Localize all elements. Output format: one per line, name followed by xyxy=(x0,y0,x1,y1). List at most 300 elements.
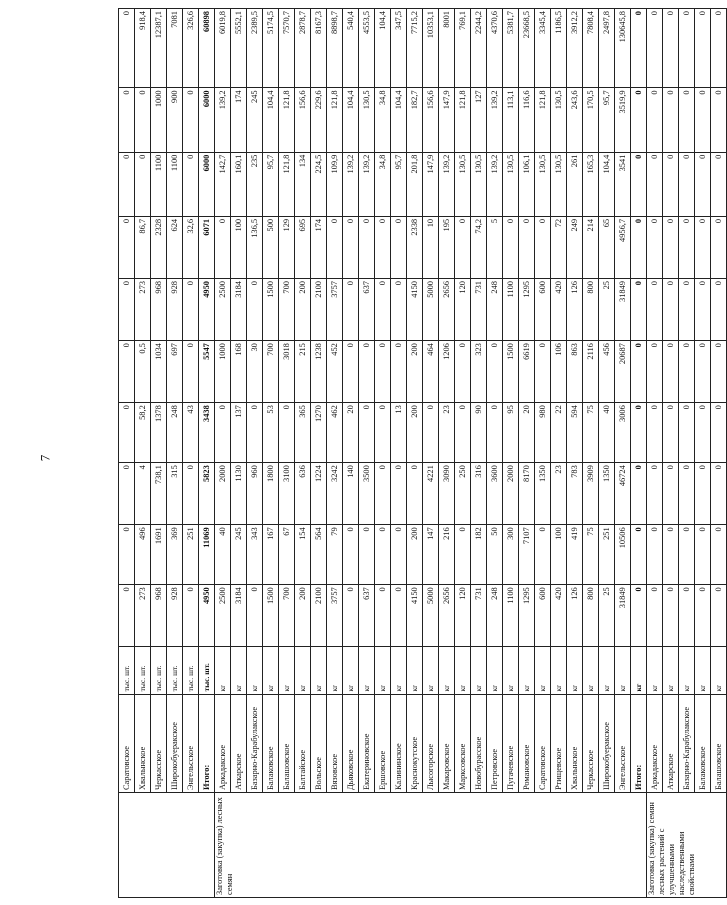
value-cell: 53 xyxy=(263,403,279,463)
table-row xyxy=(215,9,231,898)
table-row xyxy=(679,9,695,898)
value-cell: 0 xyxy=(455,341,471,403)
value-cell: 0 xyxy=(119,9,135,88)
value-cell: 1224 xyxy=(311,463,327,525)
value-cell: 4950 xyxy=(199,279,215,341)
table-row xyxy=(487,9,503,898)
value-cell: 0 xyxy=(631,341,647,403)
value-cell: 0 xyxy=(695,216,711,278)
value-cell: 120 xyxy=(455,585,471,647)
value-cell: 863 xyxy=(567,341,583,403)
unit-cell: кг xyxy=(551,647,567,694)
district-name: Пугачевское xyxy=(503,694,519,793)
value-cell: 251 xyxy=(599,525,615,585)
value-cell: 419 xyxy=(567,525,583,585)
value-cell: 462 xyxy=(327,403,343,463)
value-cell: 637 xyxy=(359,585,375,647)
value-cell: 250 xyxy=(455,463,471,525)
value-cell: 3757 xyxy=(327,585,343,647)
value-cell: 3006 xyxy=(615,403,631,463)
district-name: Балаковское xyxy=(695,694,711,793)
value-cell: 0 xyxy=(679,403,695,463)
value-cell: 0 xyxy=(663,341,679,403)
unit-cell: тыс. шт. xyxy=(199,647,215,694)
value-cell: 0 xyxy=(215,403,231,463)
value-cell: 0 xyxy=(119,403,135,463)
district-name: Краснокутское xyxy=(407,694,423,793)
unit-cell: тыс. шт. xyxy=(119,647,135,694)
value-cell: 32,6 xyxy=(183,216,199,278)
value-cell: 104,4 xyxy=(391,88,407,152)
value-cell: 0 xyxy=(343,341,359,403)
district-name: Аркадакское xyxy=(647,694,663,793)
value-cell: 600 xyxy=(535,585,551,647)
value-cell: 980 xyxy=(535,403,551,463)
value-cell: 0 xyxy=(359,525,375,585)
value-cell: 8001 xyxy=(439,9,455,88)
unit-cell: кг xyxy=(711,647,727,694)
value-cell: 0 xyxy=(647,9,663,88)
value-cell: 1350 xyxy=(599,463,615,525)
table-row xyxy=(455,9,471,898)
value-cell: 1000 xyxy=(151,88,167,152)
value-cell: 0 xyxy=(695,585,711,647)
value-cell: 420 xyxy=(551,279,567,341)
value-cell: 121,8 xyxy=(535,88,551,152)
value-cell: 0 xyxy=(663,525,679,585)
value-cell: 72 xyxy=(551,216,567,278)
value-cell: 60898 xyxy=(199,9,215,88)
value-cell: 1500 xyxy=(263,585,279,647)
value-cell: 139,2 xyxy=(215,88,231,152)
table-row xyxy=(327,9,343,898)
value-cell: 0 xyxy=(631,216,647,278)
value-cell: 156,6 xyxy=(423,88,439,152)
value-cell: 0 xyxy=(647,216,663,278)
unit-cell: кг xyxy=(279,647,295,694)
value-cell: 11069 xyxy=(199,525,215,585)
value-cell: 95,7 xyxy=(263,152,279,216)
value-cell: 0 xyxy=(391,463,407,525)
value-cell: 106,1 xyxy=(519,152,535,216)
value-cell: 126 xyxy=(567,585,583,647)
value-cell: 243,6 xyxy=(567,88,583,152)
value-cell: 637 xyxy=(359,279,375,341)
value-cell: 6071 xyxy=(199,216,215,278)
value-cell: 0 xyxy=(711,216,727,278)
value-cell: 0 xyxy=(183,88,199,152)
value-cell: 500 xyxy=(263,216,279,278)
value-cell: 142,7 xyxy=(215,152,231,216)
value-cell: 420 xyxy=(551,585,567,647)
value-cell: 0 xyxy=(247,403,263,463)
value-cell: 3600 xyxy=(487,463,503,525)
value-cell: 139,2 xyxy=(359,152,375,216)
value-cell: 95,7 xyxy=(599,88,615,152)
value-cell: 0 xyxy=(375,585,391,647)
unit-cell: тыс. шт. xyxy=(151,647,167,694)
value-cell: 0 xyxy=(695,525,711,585)
value-cell: 800 xyxy=(583,279,599,341)
value-cell: 316 xyxy=(471,463,487,525)
value-cell: 918,4 xyxy=(135,9,151,88)
value-cell: 2878,7 xyxy=(295,9,311,88)
value-cell: 147 xyxy=(423,525,439,585)
district-name: Базарно-Карабулакское xyxy=(247,694,263,793)
value-cell: 273 xyxy=(135,279,151,341)
value-cell: 6019,8 xyxy=(215,9,231,88)
table-row xyxy=(311,9,327,898)
value-cell: 4150 xyxy=(407,585,423,647)
value-cell: 23 xyxy=(439,403,455,463)
value-cell: 40 xyxy=(599,403,615,463)
value-cell: 229,6 xyxy=(311,88,327,152)
value-cell: 40 xyxy=(215,525,231,585)
value-cell: 5381,7 xyxy=(503,9,519,88)
value-cell: 315 xyxy=(167,463,183,525)
value-cell: 0 xyxy=(663,279,679,341)
value-cell: 214 xyxy=(583,216,599,278)
value-cell: 0 xyxy=(679,279,695,341)
value-cell: 564 xyxy=(311,525,327,585)
value-cell: 20687 xyxy=(615,341,631,403)
value-cell: 731 xyxy=(471,279,487,341)
value-cell: 50 xyxy=(487,525,503,585)
value-cell: 7081 xyxy=(167,9,183,88)
value-cell: 248 xyxy=(167,403,183,463)
value-cell: 0 xyxy=(119,152,135,216)
value-cell: 0,5 xyxy=(135,341,151,403)
value-cell: 130645,8 xyxy=(615,9,631,88)
table-row xyxy=(471,9,487,898)
value-cell: 200 xyxy=(407,341,423,403)
value-cell: 3184 xyxy=(231,585,247,647)
value-cell: 0 xyxy=(631,152,647,216)
value-cell: 3500 xyxy=(359,463,375,525)
value-cell: 0 xyxy=(487,403,503,463)
table-row xyxy=(439,9,455,898)
value-cell: 0 xyxy=(247,585,263,647)
unit-cell: кг xyxy=(503,647,519,694)
value-cell: 0 xyxy=(647,525,663,585)
table-row xyxy=(599,9,615,898)
value-cell: 0 xyxy=(679,463,695,525)
unit-cell: кг xyxy=(471,647,487,694)
value-cell: 7715,2 xyxy=(407,9,423,88)
value-cell: 34,8 xyxy=(375,152,391,216)
value-cell: 182 xyxy=(471,525,487,585)
table-row xyxy=(711,9,727,898)
value-cell: 700 xyxy=(263,341,279,403)
value-cell: 0 xyxy=(679,216,695,278)
value-cell: 174 xyxy=(311,216,327,278)
value-cell: 251 xyxy=(183,525,199,585)
value-cell: 130,5 xyxy=(359,88,375,152)
value-cell: 6619 xyxy=(519,341,535,403)
unit-cell: кг xyxy=(343,647,359,694)
value-cell: 104,4 xyxy=(375,9,391,88)
value-cell: 1100 xyxy=(503,279,519,341)
unit-cell: кг xyxy=(311,647,327,694)
value-cell: 365 xyxy=(295,403,311,463)
value-cell: 5000 xyxy=(423,585,439,647)
value-cell: 215 xyxy=(295,341,311,403)
table-row xyxy=(503,9,519,898)
value-cell: 900 xyxy=(167,88,183,152)
value-cell: 113,1 xyxy=(503,88,519,152)
table-row xyxy=(199,9,215,898)
table-row xyxy=(343,9,359,898)
unit-cell: кг xyxy=(391,647,407,694)
table-row xyxy=(407,9,423,898)
value-cell: 0 xyxy=(359,216,375,278)
district-name: Аткарское xyxy=(663,694,679,793)
district-name: Итого: xyxy=(199,694,215,793)
value-cell: 104,4 xyxy=(343,88,359,152)
unit-cell: кг xyxy=(327,647,343,694)
value-cell: 174 xyxy=(231,88,247,152)
value-cell: 86,7 xyxy=(135,216,151,278)
value-cell: 4370,6 xyxy=(487,9,503,88)
value-cell: 769,1 xyxy=(455,9,471,88)
value-cell: 0 xyxy=(647,463,663,525)
value-cell: 695 xyxy=(295,216,311,278)
value-cell: 0 xyxy=(183,152,199,216)
value-cell: 0 xyxy=(391,525,407,585)
value-cell: 1500 xyxy=(503,341,519,403)
table-row xyxy=(423,9,439,898)
value-cell: 4553,5 xyxy=(359,9,375,88)
table-row xyxy=(263,9,279,898)
value-cell: 0 xyxy=(215,216,231,278)
value-cell: 0 xyxy=(695,403,711,463)
value-cell: 1238 xyxy=(311,341,327,403)
value-cell: 79 xyxy=(327,525,343,585)
value-cell: 2500 xyxy=(215,279,231,341)
unit-cell: кг xyxy=(455,647,471,694)
table-row xyxy=(695,9,711,898)
district-name: Екатериновское xyxy=(359,694,375,793)
value-cell: 0 xyxy=(455,403,471,463)
value-cell: 104,4 xyxy=(599,152,615,216)
value-cell: 1186,5 xyxy=(551,9,567,88)
table-row xyxy=(375,9,391,898)
value-cell: 3242 xyxy=(327,463,343,525)
value-cell: 0 xyxy=(631,279,647,341)
district-name: Саратовское xyxy=(119,694,135,793)
district-name: Хвалынское xyxy=(567,694,583,793)
value-cell: 4150 xyxy=(407,279,423,341)
value-cell: 800 xyxy=(583,585,599,647)
value-cell: 0 xyxy=(711,152,727,216)
value-cell: 0 xyxy=(663,88,679,152)
value-cell: 4221 xyxy=(423,463,439,525)
value-cell: 1500 xyxy=(263,279,279,341)
value-cell: 326,6 xyxy=(183,9,199,88)
table-row xyxy=(567,9,583,898)
value-cell: 0 xyxy=(343,585,359,647)
value-cell: 0 xyxy=(359,341,375,403)
value-cell: 154 xyxy=(295,525,311,585)
value-cell: 0 xyxy=(135,152,151,216)
value-cell: 0 xyxy=(503,216,519,278)
value-cell: 134 xyxy=(295,152,311,216)
value-cell: 245 xyxy=(247,88,263,152)
value-cell: 58,2 xyxy=(135,403,151,463)
value-cell: 75 xyxy=(583,403,599,463)
value-cell: 2328 xyxy=(151,216,167,278)
section-title: Заготовка (закупка) лесных семян xyxy=(215,793,647,898)
value-cell: 147,9 xyxy=(439,88,455,152)
district-name: Ртищевское xyxy=(551,694,567,793)
unit-cell: кг xyxy=(215,647,231,694)
value-cell: 697 xyxy=(167,341,183,403)
value-cell: 0 xyxy=(119,216,135,278)
value-cell: 100 xyxy=(551,525,567,585)
value-cell: 136,5 xyxy=(247,216,263,278)
value-cell: 0 xyxy=(135,88,151,152)
value-cell: 201,8 xyxy=(407,152,423,216)
table-row xyxy=(135,9,151,898)
table-row xyxy=(647,9,663,898)
value-cell: 783 xyxy=(567,463,583,525)
value-cell: 224,5 xyxy=(311,152,327,216)
value-cell: 23668,5 xyxy=(519,9,535,88)
unit-cell: кг xyxy=(295,647,311,694)
value-cell: 23 xyxy=(551,463,567,525)
value-cell: 0 xyxy=(679,341,695,403)
district-name: Вязовское xyxy=(327,694,343,793)
value-cell: 235 xyxy=(247,152,263,216)
unit-cell: кг xyxy=(375,647,391,694)
value-cell: 0 xyxy=(631,525,647,585)
value-cell: 95,7 xyxy=(391,152,407,216)
value-cell: 0 xyxy=(279,403,295,463)
value-cell: 261 xyxy=(567,152,583,216)
value-cell: 2000 xyxy=(215,463,231,525)
district-name: Ершовское xyxy=(375,694,391,793)
value-cell: 0 xyxy=(407,463,423,525)
district-name: Марксовское xyxy=(455,694,471,793)
value-cell: 0 xyxy=(663,152,679,216)
value-cell: 2244,2 xyxy=(471,9,487,88)
value-cell: 4 xyxy=(135,463,151,525)
value-cell: 25 xyxy=(599,585,615,647)
value-cell: 195 xyxy=(439,216,455,278)
value-cell: 3438 xyxy=(199,403,215,463)
district-name: Калининское xyxy=(391,694,407,793)
value-cell: 147,9 xyxy=(423,152,439,216)
value-cell: 129 xyxy=(279,216,295,278)
value-cell: 200 xyxy=(295,585,311,647)
forestry-table xyxy=(118,8,727,898)
value-cell: 0 xyxy=(631,585,647,647)
page-number: 7 xyxy=(37,454,53,462)
table-row xyxy=(551,9,567,898)
value-cell: 0 xyxy=(535,216,551,278)
value-cell: 0 xyxy=(711,279,727,341)
unit-cell: кг xyxy=(423,647,439,694)
value-cell: 200 xyxy=(407,525,423,585)
section-title: Заготовка (закупка) семян лесных растений с улучшенными наследственными свойствами xyxy=(647,793,727,898)
value-cell: 0 xyxy=(647,88,663,152)
value-cell: 8167,3 xyxy=(311,9,327,88)
unit-cell: кг xyxy=(247,647,263,694)
value-cell: 121,8 xyxy=(327,88,343,152)
value-cell: 456 xyxy=(599,341,615,403)
value-cell: 2656 xyxy=(439,585,455,647)
value-cell: 140 xyxy=(343,463,359,525)
value-cell: 1100 xyxy=(503,585,519,647)
table-row xyxy=(279,9,295,898)
value-cell: 0 xyxy=(631,463,647,525)
value-cell: 121,8 xyxy=(455,88,471,152)
value-cell: 0 xyxy=(647,279,663,341)
value-cell: 0 xyxy=(183,585,199,647)
unit-cell: кг xyxy=(631,647,647,694)
value-cell: 200 xyxy=(295,279,311,341)
table-row xyxy=(631,9,647,898)
value-cell: 0 xyxy=(647,341,663,403)
value-cell: 347,5 xyxy=(391,9,407,88)
district-name: Романовское xyxy=(519,694,535,793)
district-name: Базарно-Карабулакское xyxy=(679,694,695,793)
value-cell: 20 xyxy=(519,403,535,463)
value-cell: 0 xyxy=(375,216,391,278)
district-name: Новобурасское xyxy=(471,694,487,793)
value-cell: 1270 xyxy=(311,403,327,463)
value-cell: 139,2 xyxy=(343,152,359,216)
value-cell: 0 xyxy=(119,585,135,647)
value-cell: 22 xyxy=(551,403,567,463)
value-cell: 139,2 xyxy=(439,152,455,216)
value-cell: 0 xyxy=(391,279,407,341)
value-cell: 731 xyxy=(471,585,487,647)
value-cell: 160,1 xyxy=(231,152,247,216)
value-cell: 156,6 xyxy=(295,88,311,152)
value-cell: 130,5 xyxy=(455,152,471,216)
value-cell: 0 xyxy=(711,9,727,88)
value-cell: 3090 xyxy=(439,463,455,525)
value-cell: 624 xyxy=(167,216,183,278)
value-cell: 0 xyxy=(423,403,439,463)
value-cell: 0 xyxy=(663,463,679,525)
value-cell: 0 xyxy=(663,585,679,647)
district-name: Широкобуеракское xyxy=(599,694,615,793)
value-cell: 0 xyxy=(343,525,359,585)
value-cell: 130,5 xyxy=(551,88,567,152)
value-cell: 0 xyxy=(695,463,711,525)
table-row xyxy=(663,9,679,898)
value-cell: 130,5 xyxy=(551,152,567,216)
district-name: Итого: xyxy=(631,694,647,793)
value-cell: 170,5 xyxy=(583,88,599,152)
value-cell: 31849 xyxy=(615,279,631,341)
value-cell: 245 xyxy=(231,525,247,585)
value-cell: 0 xyxy=(631,88,647,152)
district-name: Балаковское xyxy=(263,694,279,793)
value-cell: 1295 xyxy=(519,585,535,647)
value-cell: 2338 xyxy=(407,216,423,278)
value-cell: 0 xyxy=(695,152,711,216)
value-cell: 25 xyxy=(599,279,615,341)
value-cell: 0 xyxy=(183,463,199,525)
table-row xyxy=(231,9,247,898)
value-cell: 30 xyxy=(247,341,263,403)
value-cell: 960 xyxy=(247,463,263,525)
district-name: Энгельсское xyxy=(183,694,199,793)
value-cell: 0 xyxy=(375,525,391,585)
